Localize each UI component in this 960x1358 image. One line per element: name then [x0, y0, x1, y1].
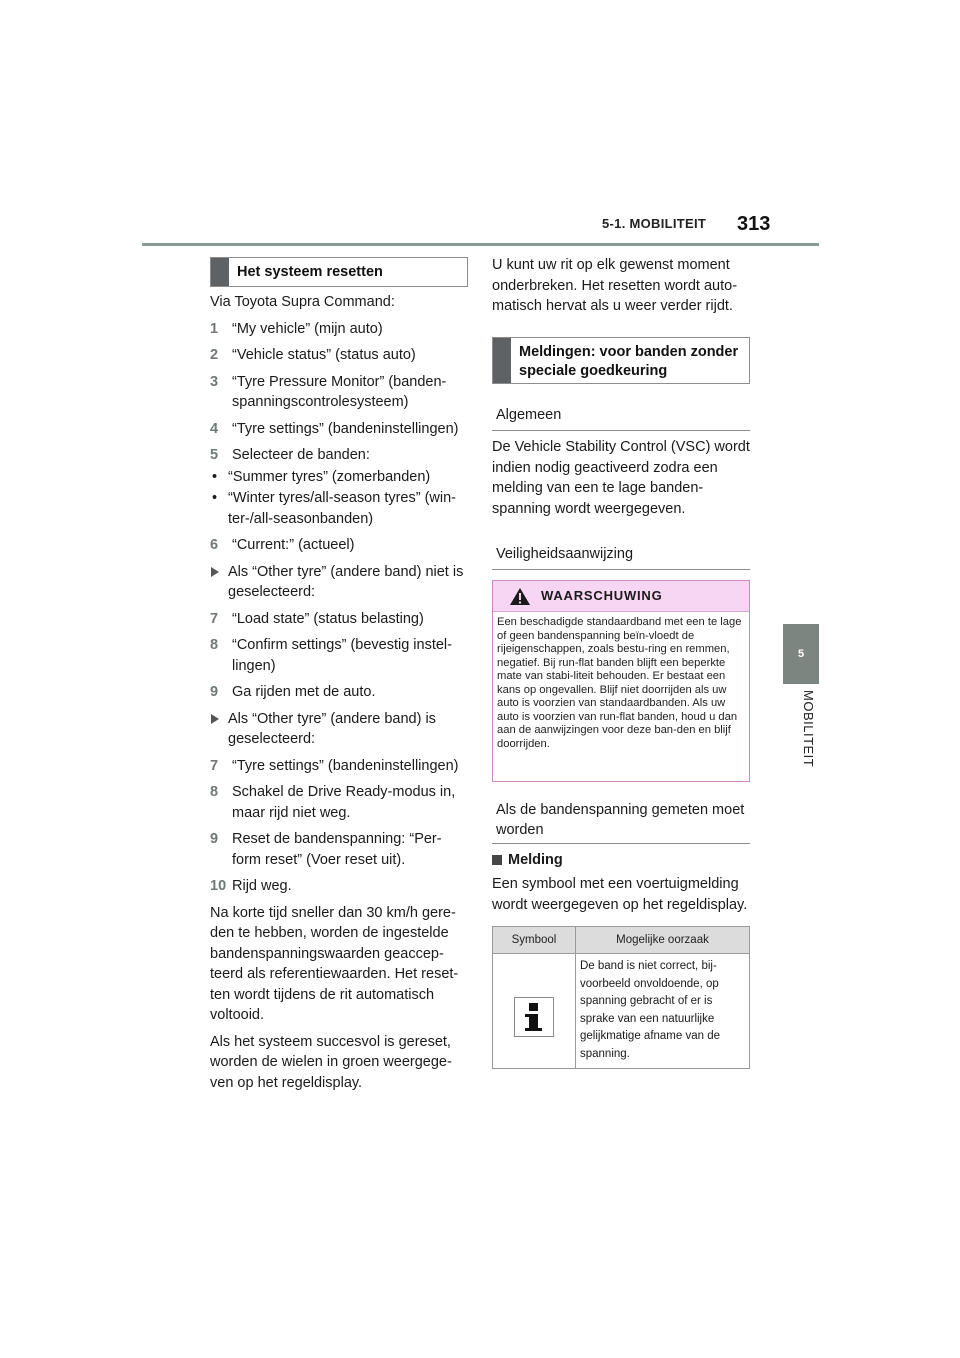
notices-heading-text: Meldingen: voor banden zonder speciale goedkeuring — [519, 344, 739, 379]
step-item: 5 Selecteer de banden: — [210, 447, 370, 463]
page-number: 313 — [737, 213, 771, 235]
table-header: Symbool — [493, 927, 576, 954]
chapter-tab: 5 — [783, 624, 819, 684]
step-item: 8 Schakel de Drive Ready-modus in, maar rijd niet weg. — [210, 784, 456, 821]
step-item: 10 Rijd weg. — [210, 878, 292, 894]
warning-box — [492, 580, 750, 782]
step-item: 8 “Confirm settings” (bevestig instel-lingen) — [210, 637, 452, 674]
notices-heading — [492, 337, 750, 384]
subheading-measured: Als de bandenspanning gemeten moet worden — [492, 800, 750, 844]
melding-paragraph: Een symbool met een voertuigmelding wordt weergegeven op het regeldisplay. — [492, 876, 748, 913]
heading-bar — [211, 258, 229, 286]
condition-note: Als “Other tyre” (andere band) is geselecteerd: — [210, 709, 470, 750]
arrow-icon — [211, 714, 219, 724]
heading-bar — [493, 338, 511, 383]
step-item: 7 “Load state” (status belasting) — [210, 610, 424, 627]
symbol-cell — [493, 954, 576, 1069]
section-title: 5-1. MOBILITEIT — [602, 216, 707, 231]
info-icon — [514, 997, 554, 1037]
step-item: 3 “Tyre Pressure Monitor” (banden-spanningscontrolesysteem) — [210, 373, 447, 410]
intro-text: Via Toyota Supra Command: — [210, 294, 395, 310]
symbol-table — [492, 926, 750, 1069]
melding-heading: Melding — [492, 850, 752, 871]
body-paragraph: Na korte tijd sneller dan 30 km/h gere-den te hebben, worden de ingestelde bandenspanningswaarden geaccep-teerd als referentiewaarden. Het reset-ten wordt tijdens de rit automatisch voltooid. — [210, 904, 459, 1023]
chapter-label: MOBILITEIT — [801, 690, 816, 768]
warning-text: Een beschadigde standaardband met een te lage of geen bandenspanning beïn-vloedt de rijeigenschappen, zoals bestu-ring en remmen, negatief. Bij run-flat banden blijft een beperkte mate van stabi-liteit behouden. Er bestaat een kans op ongevallen. Blijf niet doorrijden als uw auto is voorzien van standaardbanden. Als uw auto is voorzien van run-flat banden, houd u dan aan de aanwijzingen voor deze ban-den en blijf doorrijden. — [497, 616, 742, 750]
square-bullet-icon — [492, 855, 502, 865]
reset-heading — [210, 257, 468, 287]
left-column — [210, 292, 470, 1099]
step-item: 9 Ga rijden met de auto. — [210, 684, 376, 700]
table-header: Mogelijke oorzaak — [576, 927, 750, 954]
resume-paragraph: U kunt uw rit op elk gewenst moment onderbreken. Het resetten wordt auto-matisch hervat als u weer verder rijdt. — [492, 257, 738, 314]
table-header-row — [493, 927, 750, 954]
subheading-general: Algemeen — [492, 405, 750, 431]
arrow-icon — [211, 567, 219, 577]
bullet-item: • “Winter tyres/all-season tyres” (win-ter-/all-seasonbanden) — [212, 490, 457, 527]
subheading-safety: Veiligheidsaanwijzing — [492, 544, 750, 570]
step-item: 4 “Tyre settings” (bandeninstellingen) — [210, 420, 459, 437]
body-paragraph: Als het systeem succesvol is gereset, worden de wielen in groen weergege-ven op het regeldisplay. — [210, 1033, 452, 1091]
reset-heading-text: Het systeem resetten — [237, 264, 383, 280]
table-row — [493, 954, 750, 1069]
step-item: 9 Reset de bandenspanning: “Per-form reset” (Voer reset uit). — [210, 831, 442, 868]
step-item: 1 “My vehicle” (mijn auto) — [210, 320, 383, 337]
header-divider — [142, 243, 819, 246]
bullet-item: • “Summer tyres” (zomerbanden) — [212, 468, 431, 485]
warning-title: WAARSCHUWING — [541, 588, 663, 603]
vsc-paragraph: De Vehicle Stability Control (VSC) wordt indien nodig geactiveerd zodra een melding van een te lage banden-spanning wordt weergegeven. — [492, 439, 750, 517]
condition-note: Als “Other tyre” (andere band) niet is geselecteerd: — [210, 562, 470, 603]
step-item: 6 “Current:” (actueel) — [210, 537, 355, 553]
step-item: 2 “Vehicle status” (status auto) — [210, 347, 416, 363]
warning-header — [493, 581, 749, 612]
warning-triangle-icon — [509, 587, 531, 606]
step-item: 7 “Tyre settings” (bandeninstellingen) — [210, 757, 459, 774]
cause-cell: De band is niet correct, bij-voorbeeld onvoldoende, op spanning gebracht of er is sprake van een natuurlijke gelijkmatige afname van de spanning. — [576, 954, 750, 1069]
